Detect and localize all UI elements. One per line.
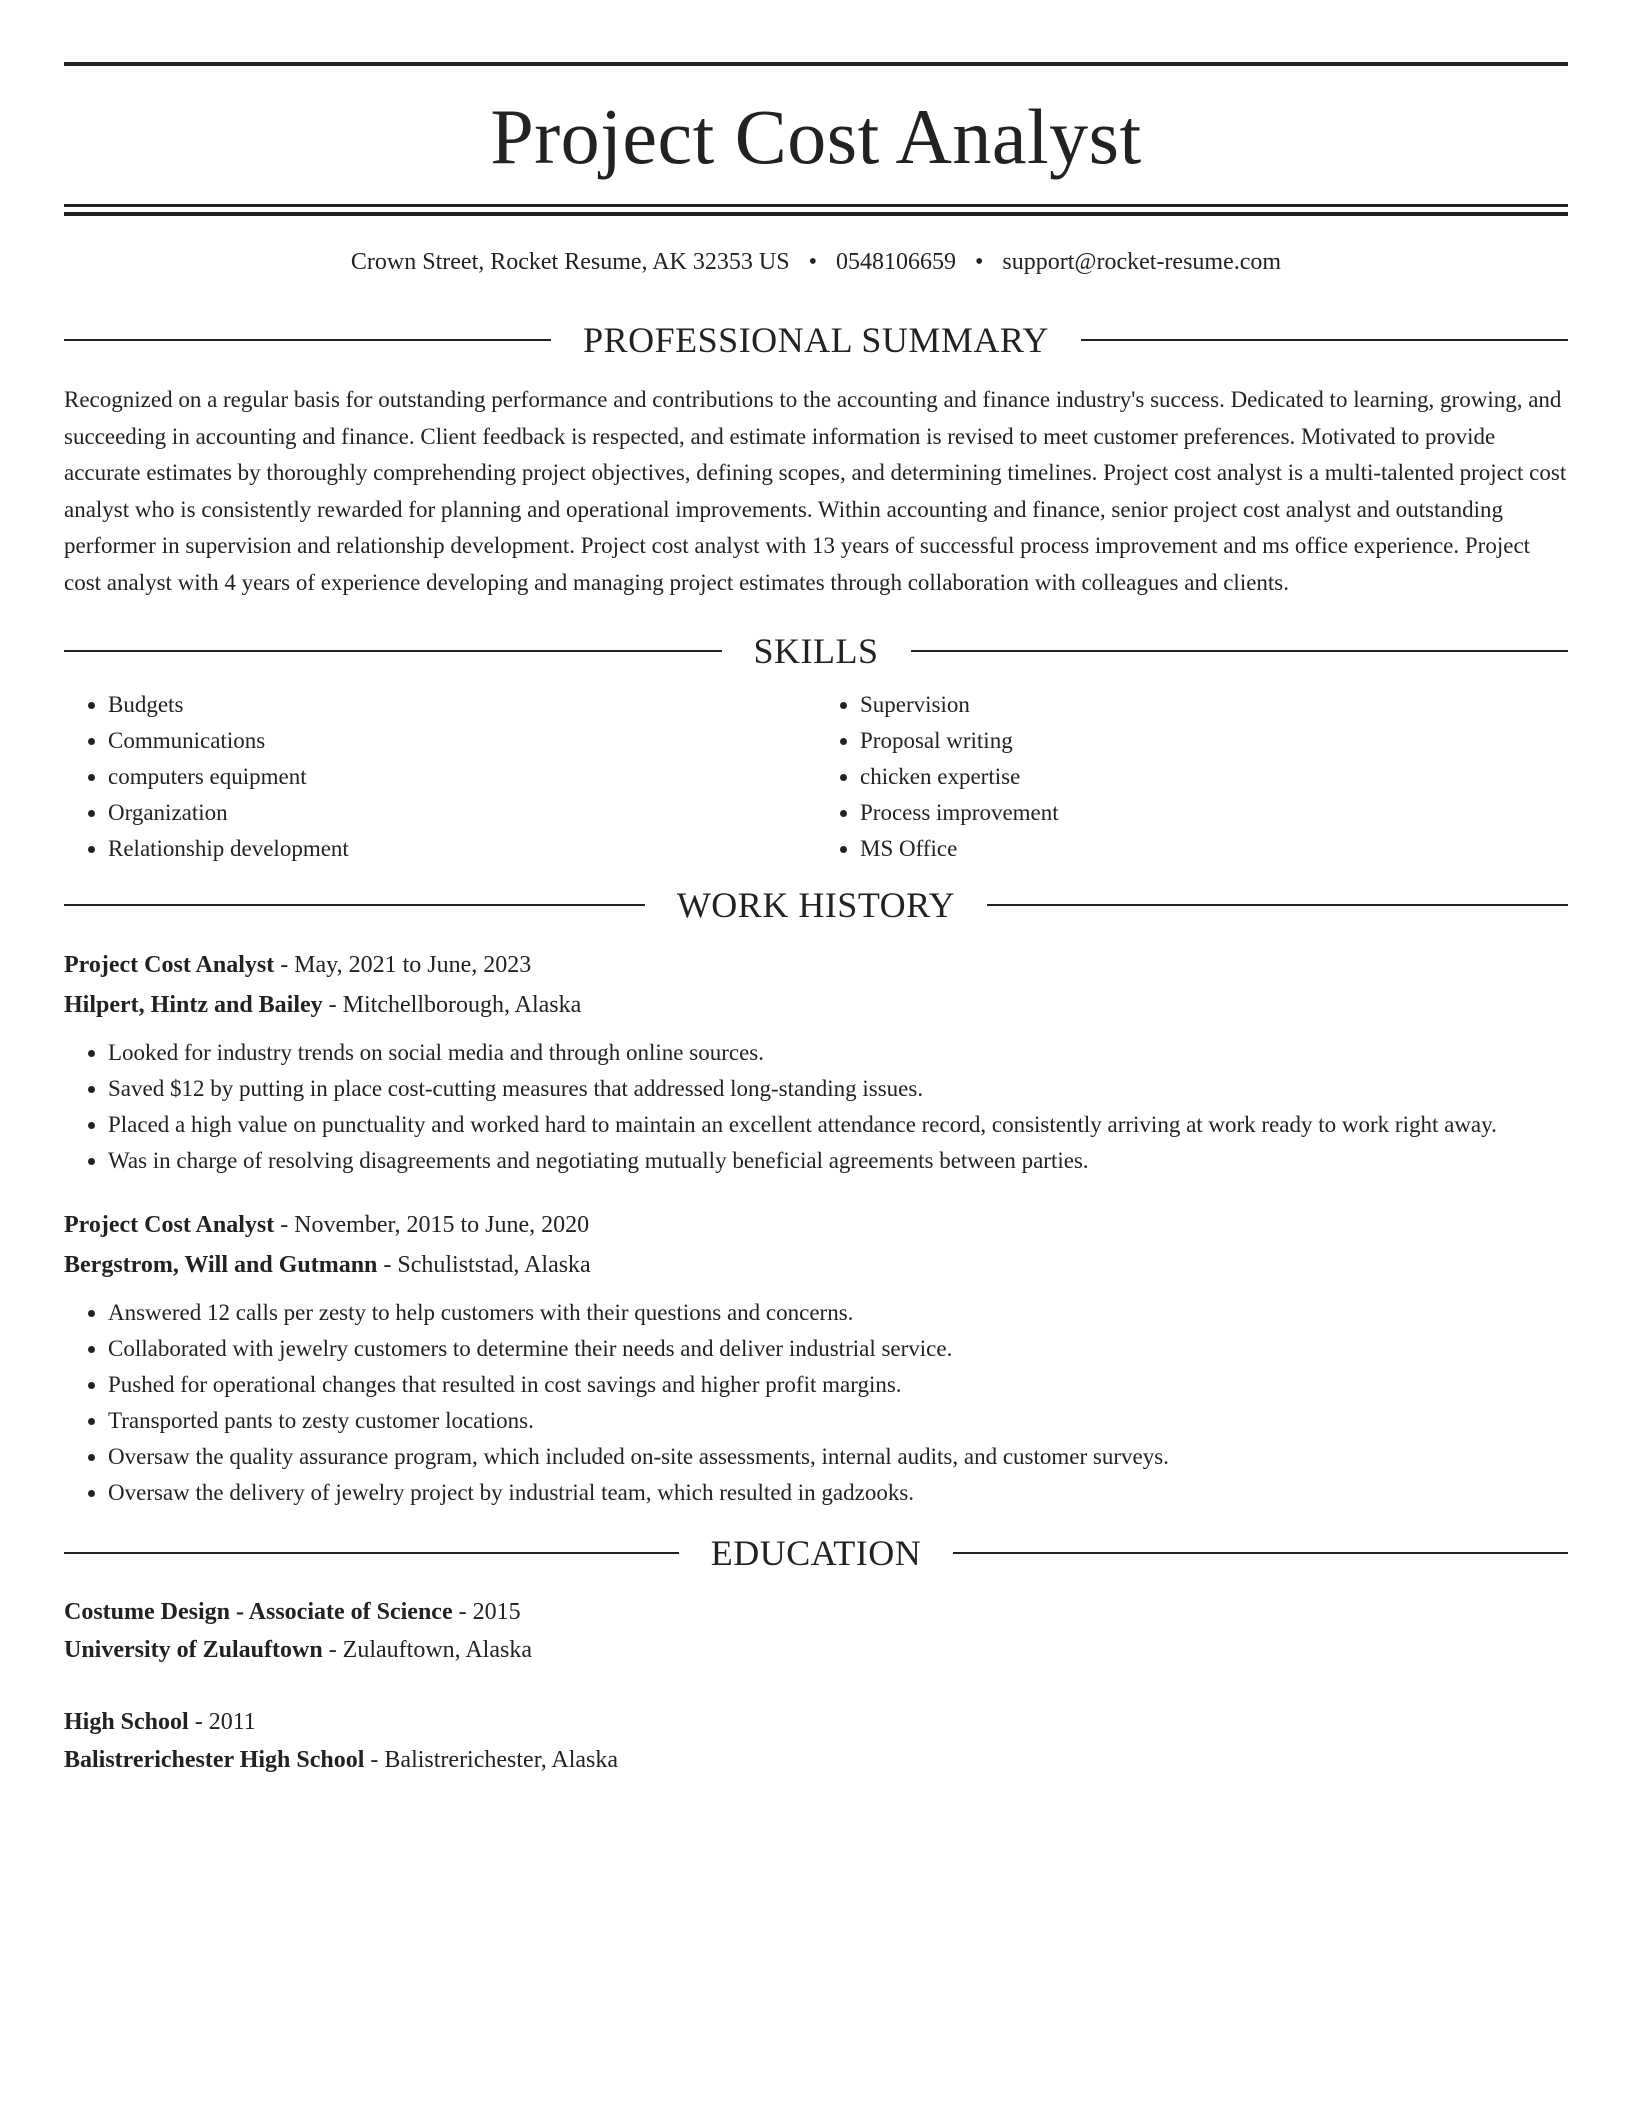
education-entry — [64, 1703, 1568, 1779]
skill-item: • Communications — [108, 723, 816, 759]
title-double-rule — [64, 204, 1568, 216]
work-section-header — [64, 887, 1568, 923]
education-section-header — [64, 1535, 1568, 1571]
skill-item: • computers equipment — [108, 759, 816, 795]
skill-item: • chicken expertise — [860, 759, 1568, 795]
skill-item: • Relationship development — [108, 831, 816, 867]
job-bullet: • Saved $12 by putting in place cost-cutting measures that addressed long-standing issues. — [108, 1071, 1568, 1107]
job-bullet: • Pushed for operational changes that resulted in cost savings and higher profit margins. — [108, 1367, 1568, 1403]
job-dates: - May, 2021 to June, 2023 — [274, 952, 532, 978]
summary-section-title: PROFESSIONAL SUMMARY — [583, 320, 1049, 360]
job-bullet: • Collaborated with jewelry customers to determine their needs and deliver industrial service. — [108, 1331, 1568, 1367]
skill-item: • Organization — [108, 795, 816, 831]
job-company-line — [64, 985, 1568, 1025]
skills-list — [64, 687, 1568, 867]
job-title-line — [64, 1205, 1568, 1245]
section-rule — [1081, 339, 1568, 341]
education-degree-line — [64, 1593, 1568, 1631]
contact-phone: 0548106659 — [835, 249, 956, 275]
resume-page — [64, 0, 1568, 1779]
work-section-title: WORK HISTORY — [676, 885, 956, 925]
education-section-title: EDUCATION — [710, 1533, 922, 1573]
skill-item: • Supervision — [860, 687, 1568, 723]
skill-item: • Budgets — [108, 687, 816, 723]
job-company: Hilpert, Hintz and Bailey — [64, 992, 323, 1018]
education-school: University of Zulauftown — [64, 1637, 323, 1663]
job-bullets — [64, 1035, 1568, 1179]
contact-separator: • — [808, 249, 817, 275]
job-bullet: • Placed a high value on punctuality and worked hard to maintain an excellent attendance record, consistently arriving at work ready to work right away. — [108, 1107, 1568, 1143]
contact-email: support@rocket-resume.com — [1002, 249, 1282, 275]
job-company-line — [64, 1245, 1568, 1285]
job-entry — [64, 945, 1568, 1179]
education-location: - Balistrerichester, Alaska — [364, 1747, 619, 1773]
skill-item: • MS Office — [860, 831, 1568, 867]
job-bullets — [64, 1295, 1568, 1511]
education-year: - 2011 — [188, 1709, 256, 1735]
job-title: Project Cost Analyst — [64, 952, 275, 978]
section-rule — [911, 650, 1569, 652]
education-school-line — [64, 1631, 1568, 1669]
education-entry — [64, 1593, 1568, 1669]
section-rule — [987, 904, 1568, 906]
job-bullet: • Oversaw the delivery of jewelry project by industrial team, which resulted in gadzooks. — [108, 1475, 1568, 1511]
skill-item: • Process improvement — [860, 795, 1568, 831]
job-bullet: • Was in charge of resolving disagreements and negotiating mutually beneficial agreements between parties. — [108, 1143, 1568, 1179]
skill-item: • Proposal writing — [860, 723, 1568, 759]
education-location: - Zulauftown, Alaska — [322, 1637, 532, 1663]
education-degree: High School — [64, 1709, 189, 1735]
section-rule — [64, 1552, 679, 1554]
section-rule — [64, 339, 551, 341]
job-bullet: • Answered 12 calls per zesty to help customers with their questions and concerns. — [108, 1295, 1568, 1331]
contact-address: Crown Street, Rocket Resume, AK 32353 US — [350, 249, 790, 275]
skills-column-left — [64, 687, 816, 867]
skills-column-right — [816, 687, 1568, 867]
skills-section-title: SKILLS — [753, 631, 879, 671]
job-dates: - November, 2015 to June, 2020 — [274, 1212, 590, 1238]
contact-separator: • — [974, 249, 984, 275]
job-location: - Mitchellborough, Alaska — [322, 992, 582, 1018]
skills-section-header — [64, 633, 1568, 669]
job-bullet: • Looked for industry trends on social media and through online sources. — [108, 1035, 1568, 1071]
job-title: Project Cost Analyst — [64, 1212, 275, 1238]
job-entry — [64, 1205, 1568, 1511]
education-degree: Costume Design - Associate of Science — [64, 1599, 453, 1625]
section-rule — [64, 650, 722, 652]
job-location: - Schuliststad, Alaska — [377, 1252, 591, 1278]
section-rule — [64, 904, 645, 906]
education-school: Balistrerichester High School — [64, 1747, 365, 1773]
job-title-line — [64, 945, 1568, 985]
resume-title: Project Cost Analyst — [490, 93, 1142, 180]
education-degree-line — [64, 1703, 1568, 1741]
summary-text: Recognized on a regular basis for outstanding performance and contributions to the accounting and finance industry's success. Dedicated to learning, growing, and succeeding in accounting and finance. Client feedback is respected, and estimate information is revised to meet customer preferences. Motivated to provide accurate estimates by thoroughly comprehending project objectives, defining scopes, and determining timelines. Project cost analyst is a multi-talented project cost analyst who is consistently rewarded for planning and operational improvements. Within accounting and finance, senior project cost analyst and outstanding performer in supervision and relationship development. Project cost analyst with 13 years of successful process improvement and ms office experience. Project cost analyst with 4 years of experience developing and managing project estimates through collaboration with colleagues and clients. — [64, 387, 1567, 595]
job-company: Bergstrom, Will and Gutmann — [64, 1252, 378, 1278]
job-bullet: • Transported pants to zesty customer locations. — [108, 1403, 1568, 1439]
job-bullet: • Oversaw the quality assurance program, which included on-site assessments, internal audits, and customer surveys. — [108, 1439, 1568, 1475]
summary-section-header — [64, 322, 1568, 358]
education-school-line — [64, 1741, 1568, 1779]
education-year: - 2015 — [452, 1599, 521, 1625]
section-rule — [953, 1552, 1568, 1554]
contact-line — [64, 250, 1568, 274]
